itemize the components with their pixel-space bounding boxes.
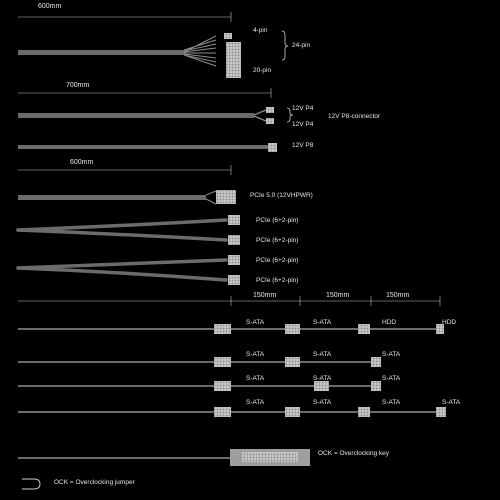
label-sata-r1-2: S-ATA <box>313 319 332 326</box>
dimension-line-eps <box>18 88 271 98</box>
label-sata-r1-1: S-ATA <box>246 319 265 326</box>
label-sata-r4-3: S-ATA <box>382 399 401 406</box>
sata-cable-row-4 <box>18 407 446 417</box>
sata-cable-row-3 <box>18 381 381 391</box>
label-ock-key: OCK = Overclocking key <box>318 450 389 457</box>
label-sata-r3-2: S-ATA <box>313 375 332 382</box>
label-ock-jumper: OCK = Overclocking jumper <box>54 479 135 486</box>
label-pcie-6-2-2: PCIe (6+2-pin) <box>256 237 299 244</box>
ock-jumper-icon <box>22 479 40 489</box>
atx-24pin-cable <box>18 31 288 78</box>
ock-key-cable <box>18 449 310 466</box>
label-hdd-r1-1: HDD <box>382 319 397 326</box>
pcie-12vhpwr-cable <box>18 190 236 204</box>
label-sata-r2-1: S-ATA <box>246 351 265 358</box>
label-12v-p8: 12V P8 <box>292 142 314 149</box>
label-sata-r4-1: S-ATA <box>246 399 265 406</box>
label-sata-r4-2: S-ATA <box>313 399 332 406</box>
label-pcie-6-2-4: PCIe (6+2-pin) <box>256 277 299 284</box>
eps-single-cable <box>18 143 277 152</box>
label-sata-r2-3: S-ATA <box>382 351 401 358</box>
length-label-pcie: 600mm <box>70 159 94 166</box>
dimension-line-atx <box>18 12 231 22</box>
label-12v-p8-connector: 12V P8-connector <box>328 113 381 120</box>
dimension-line-sata <box>18 296 440 306</box>
length-label-sata-3: 150mm <box>386 292 410 299</box>
label-20pin: 20-pin <box>253 67 272 74</box>
label-sata-r3-3: S-ATA <box>382 375 401 382</box>
connector-20pin <box>226 42 241 78</box>
label-12v-p4-top: 12V P4 <box>292 105 314 112</box>
label-pcie-12vhpwr: PCIe 5.0 (12VHPWR) <box>250 192 313 199</box>
length-label-atx: 600mm <box>38 3 62 10</box>
pcie-pair-2 <box>18 255 240 285</box>
connector-4pin <box>224 33 232 39</box>
pcie-pair-1 <box>18 215 240 245</box>
label-sata-r3-1: S-ATA <box>246 375 265 382</box>
dimension-line-pcie <box>18 165 231 175</box>
label-24pin: 24-pin <box>292 42 311 49</box>
brace-24pin <box>282 31 288 60</box>
label-4pin: 4-pin <box>253 27 268 34</box>
label-sata-r2-2: S-ATA <box>313 351 332 358</box>
sata-cable-row-2 <box>18 357 381 367</box>
label-pcie-6-2-3: PCIe (6+2-pin) <box>256 257 299 264</box>
length-label-sata-2: 150mm <box>326 292 350 299</box>
label-hdd-r1-2: HDD <box>442 319 457 326</box>
sata-cable-row-1 <box>18 324 444 334</box>
label-sata-r4-4: S-ATA <box>442 399 461 406</box>
eps-split-cable <box>18 107 293 124</box>
label-pcie-6-2-1: PCIe (6+2-pin) <box>256 217 299 224</box>
label-12v-p4-bottom: 12V P4 <box>292 121 314 128</box>
length-label-eps: 700mm <box>66 82 90 89</box>
length-label-sata-1: 150mm <box>253 292 277 299</box>
